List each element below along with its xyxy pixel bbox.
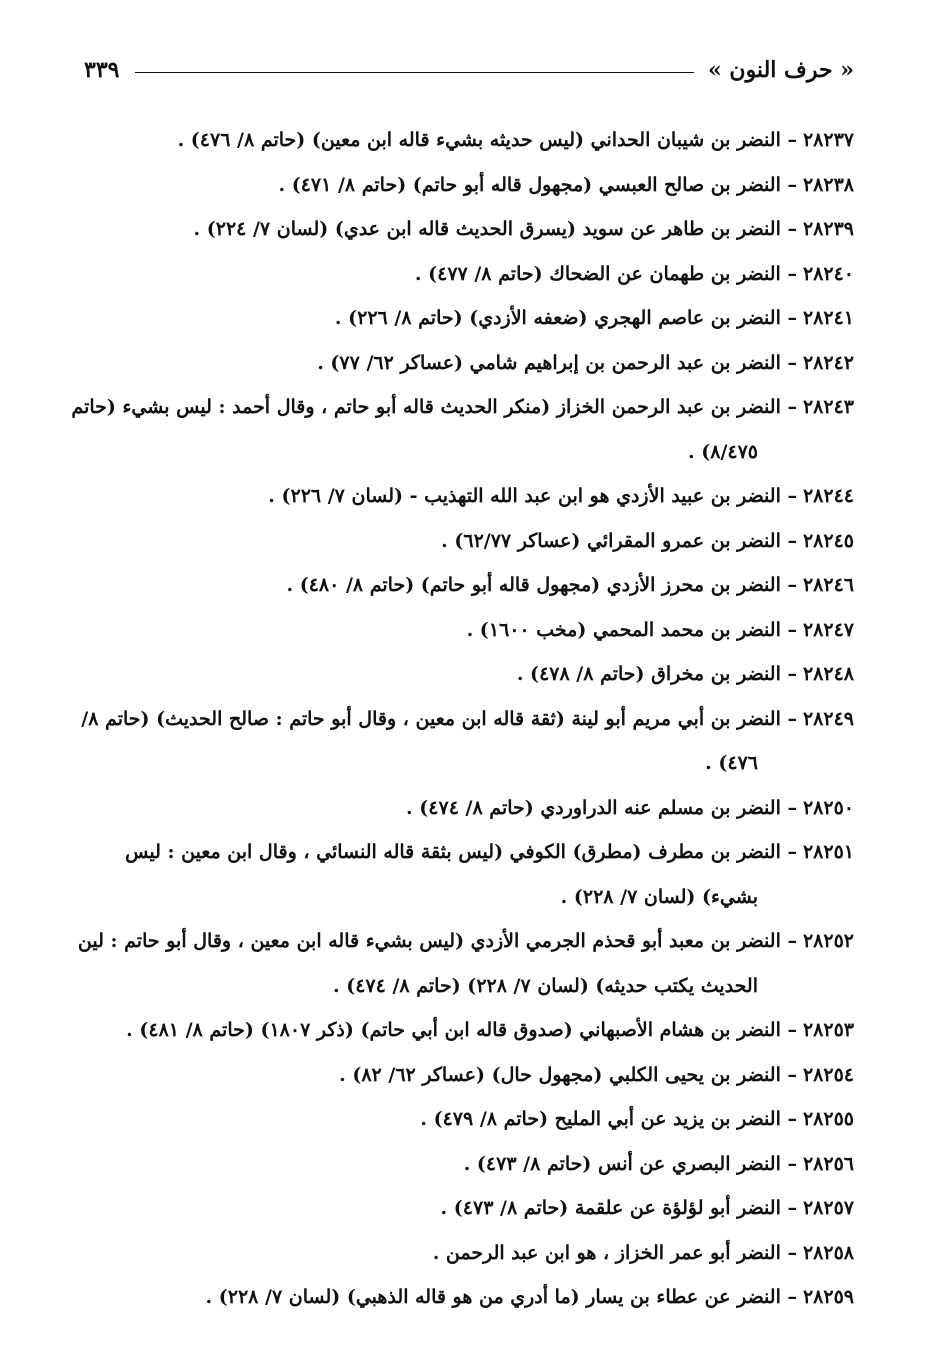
entry-text: – النضر بن مسلم عنه الدراوردي (حاتم ٨/ ٤٧٤) . (406, 796, 797, 819)
list-item (70, 1186, 854, 1231)
list-item (70, 608, 854, 653)
page-header (84, 50, 854, 90)
entry-list (70, 118, 854, 1320)
entry-number: ٢٨٢٥٨ (802, 1241, 854, 1264)
entry-text: – النضر بن مخراق (حاتم ٨/ ٤٧٨) . (516, 663, 797, 685)
entry-number: ٢٨٢٤٦ (802, 574, 854, 596)
list-item (70, 652, 854, 697)
list-item (70, 519, 854, 564)
list-item (70, 163, 854, 208)
entry-text: – النضر بن يزيد عن أبي المليح (حاتم ٨/ ٤٧٩) . (420, 1108, 797, 1130)
entry-text: – النضر بن محمد المحمي (مخب ١٦٠٠) . (466, 618, 797, 641)
entry-number: ٢٨٢٣٩ (802, 218, 854, 240)
entry-number: ٢٨٢٤٤ (802, 485, 854, 507)
entry-number: ٢٨٢٥١ (802, 841, 854, 863)
list-item (70, 1008, 854, 1053)
list-item (70, 474, 854, 519)
entry-text: – النضر بن عبد الرحمن الخزاز (منكر الحديث قاله أبو حاتم ، وقال أحمد : ليس بشيء (حاتم ٨/٤٧٥) . (71, 396, 797, 463)
entry-text: – النضر بن عاصم الهجري (ضعفه الأزدي) (حاتم ٨/ ٢٢٦) . (334, 307, 797, 329)
list-item (70, 118, 854, 163)
list-item (70, 341, 854, 386)
entry-number: ٢٨٢٥٧ (802, 1197, 854, 1219)
entry-number: ٢٨٢٥٠ (802, 796, 854, 819)
page-number: ٣٣٩ (84, 57, 120, 83)
entry-number: ٢٨٢٣٨ (802, 173, 854, 196)
entry-number: ٢٨٢٥٥ (802, 1108, 854, 1130)
entry-number: ٢٨٢٥٦ (802, 1152, 854, 1175)
entry-number: ٢٨٢٥٢ (802, 930, 854, 952)
entry-text: – النضر أبو عمر الخزاز ، هو ابن عبد الرحمن . (432, 1241, 797, 1264)
entry-text: – النضر بن عبيد الأزدي هو ابن عبد الله التهذيب - (لسان ٧/ ٢٢٦) . (268, 485, 797, 507)
entry-text: – النضر بن طهمان عن الضحاك (حاتم ٨/ ٤٧٧) . (414, 262, 797, 285)
entry-text: – النضر بن عمرو المقرائي (عساكر ٦٢/٧٧) . (441, 529, 797, 552)
entry-number: ٢٨٢٥٤ (802, 1063, 854, 1086)
entry-text: – النضر عن عطاء بن يسار (ما أدري من هو قاله الذهبي) (لسان ٧/ ٢٢٨) . (205, 1286, 797, 1308)
entry-number: ٢٨٢٤٧ (802, 618, 854, 641)
entry-text: – النضر بن أبي مريم أبو لينة (ثقة قاله ابن معين ، وقال أبو حاتم : صالح الحديث) (حاتم ٨/ ٤٧٦) . (81, 707, 797, 774)
list-item (70, 1097, 854, 1142)
entry-text: – النضر بن صالح العبسي (مجهول قاله أبو حاتم) (حاتم ٨/ ٤٧١) . (278, 173, 797, 196)
entry-text: – النضر بن معبد أبو قحذم الجرمي الأزدي (ليس بشيء قاله ابن معين ، وقال أبو حاتم : لين الحديث يكتب حديثه) (لسان ٧/ ٢٢٨) (حاتم ٨/ ٤٧٤) . (77, 930, 797, 997)
entry-text: – النضر البصري عن أنس (حاتم ٨/ ٤٧٣) . (463, 1152, 797, 1175)
list-item (70, 830, 854, 919)
list-item (70, 563, 854, 608)
entry-number: ٢٨٢٤٢ (802, 351, 854, 374)
list-item (70, 1275, 854, 1320)
list-item (70, 252, 854, 297)
entry-text: – النضر بن محرز الأزدي (مجهول قاله أبو حاتم) (حاتم ٨/ ٤٨٠) . (286, 574, 797, 596)
entry-number: ٢٨٢٣٧ (802, 129, 854, 151)
entry-number: ٢٨٢٤٣ (802, 396, 854, 418)
list-item (70, 1231, 854, 1276)
entry-number: ٢٨٢٤٠ (802, 262, 854, 285)
header-rule (135, 72, 694, 73)
entry-number: ٢٨٢٤١ (802, 307, 854, 329)
entry-text: – النضر بن طاهر عن سويد (يسرق الحديث قاله ابن عدي) (لسان ٧/ ٢٢٤) . (193, 218, 797, 240)
list-item (70, 919, 854, 1008)
entry-text: – النضر بن عبد الرحمن بن إبراهيم شامي (عساكر ٦٢/ ٧٧) . (317, 351, 797, 374)
entry-number: ٢٨٢٤٩ (802, 707, 854, 730)
entry-number: ٢٨٢٥٩ (802, 1286, 854, 1308)
entry-text: – النضر بن شيبان الحداني (ليس حديثه بشيء قاله ابن معين) (حاتم ٨/ ٤٧٦) . (177, 129, 797, 151)
list-item (70, 296, 854, 341)
list-item (70, 786, 854, 831)
list-item (70, 1142, 854, 1187)
list-item (70, 385, 854, 474)
entry-number: ٢٨٢٥٣ (802, 1019, 854, 1041)
chapter-title: « حرف النون » (708, 57, 854, 83)
entry-text: – النضر أبو لؤلؤة عن علقمة (حاتم ٨/ ٤٧٣) . (440, 1197, 797, 1219)
list-item (70, 207, 854, 252)
list-item (70, 1053, 854, 1098)
entry-text: – النضر بن مطرف (مطرق) الكوفي (ليس بثقة قاله النسائي ، وقال ابن معين : ليس بشيء) (لسان ٧/ ٢٢٨) . (125, 841, 797, 908)
list-item (70, 697, 854, 786)
entry-text: – النضر بن هشام الأصبهاني (صدوق قاله ابن أبي حاتم) (ذكر ١٨٠٧) (حاتم ٨/ ٤٨١) . (126, 1019, 797, 1041)
entry-number: ٢٨٢٤٥ (802, 529, 854, 552)
entry-text: – النضر بن يحيى الكلبي (مجهول حال) (عساكر ٦٢/ ٨٢) . (339, 1063, 797, 1086)
entry-number: ٢٨٢٤٨ (802, 663, 854, 685)
